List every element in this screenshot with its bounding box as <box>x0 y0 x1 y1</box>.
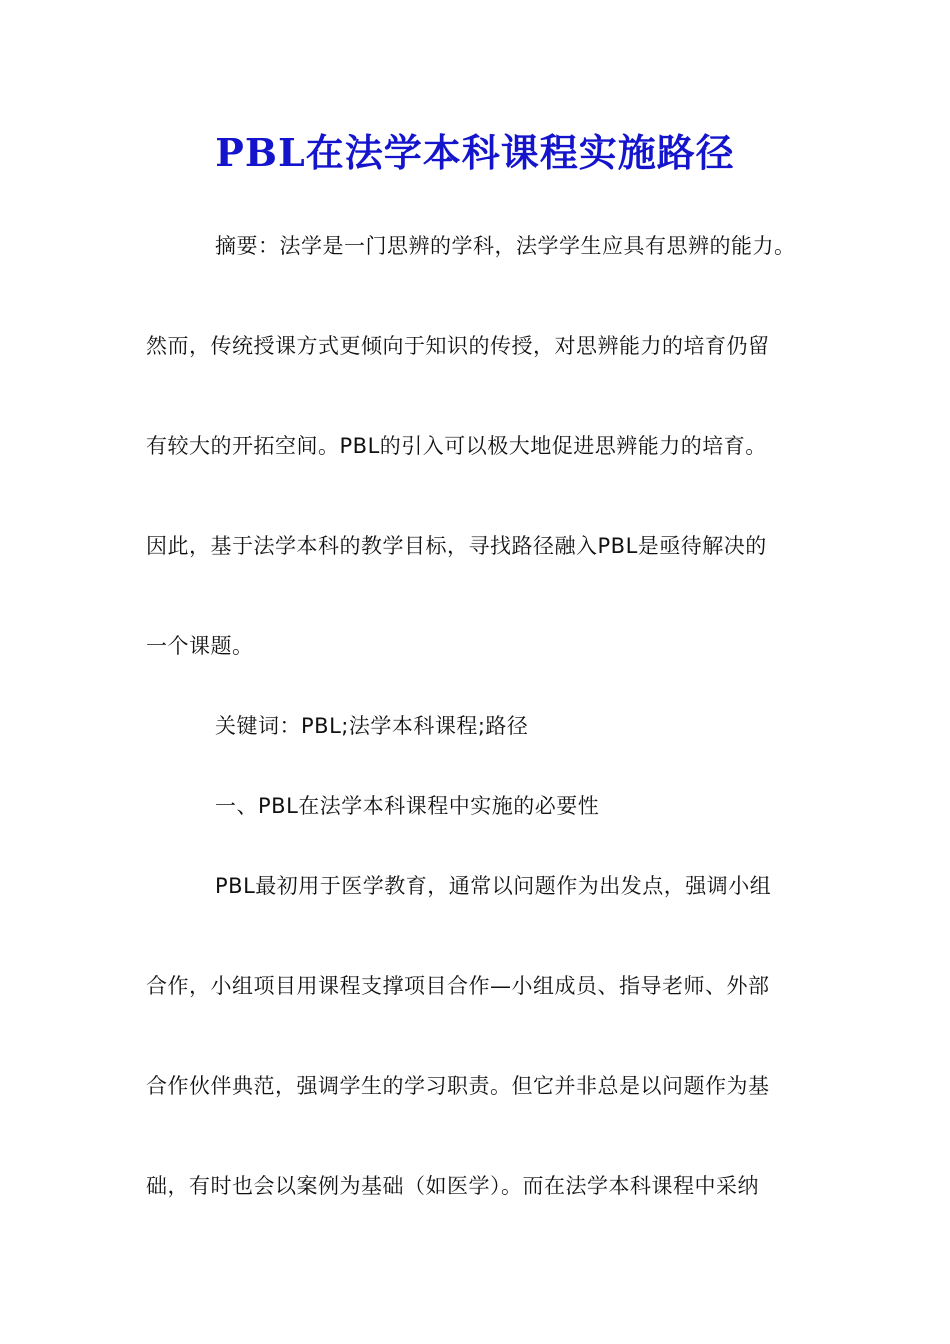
body-line: 合作，小组项目用课程支撑项目合作—小组成员、指导老师、外部 <box>146 974 770 998</box>
body-line: 合作伙伴典范，强调学生的学习职责。但它并非总是以问题作为基 <box>146 1074 770 1098</box>
abstract-line: 然而，传统授课方式更倾向于知识的传授，对思辨能力的培育仍留 <box>146 334 770 358</box>
abstract-line: 一个课题。 <box>146 634 254 658</box>
body-line: 础，有时也会以案例为基础（如医学）。而在法学本科课程中采纳 <box>146 1174 759 1198</box>
section-heading: 一、PBL在法学本科课程中实施的必要性 <box>215 794 600 818</box>
keywords-line: 关键词：PBL;法学本科课程;路径 <box>215 714 529 738</box>
abstract-line: 摘要：法学是一门思辨的学科，法学学生应具有思辨的能力。 <box>215 234 796 258</box>
body-line: PBL最初用于医学教育，通常以问题作为出发点，强调小组 <box>215 874 772 898</box>
document-title: PBL在法学本科课程实施路径 <box>215 130 735 175</box>
abstract-line: 因此，基于法学本科的教学目标，寻找路径融入PBL是亟待解决的 <box>146 534 767 558</box>
abstract-line: 有较大的开拓空间。PBL的引入可以极大地促进思辨能力的培育。 <box>146 434 767 458</box>
